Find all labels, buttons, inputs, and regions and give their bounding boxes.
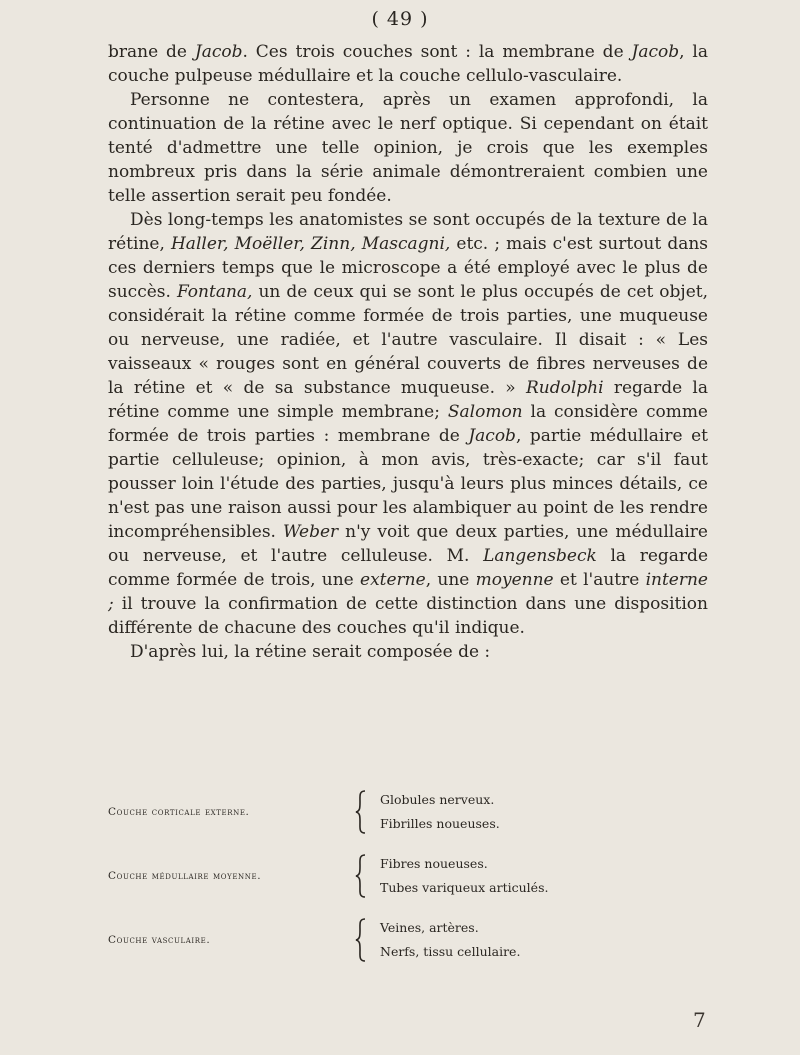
paragraph <box>108 88 708 208</box>
text-run: regarde la rétine comme une simple membrane; <box>108 378 708 422</box>
layer-label: Couche vasculaire. <box>108 934 211 946</box>
text-run: , la couche pulpeuse médullaire et la couche cellulo-vasculaire. <box>108 42 708 86</box>
body-text <box>108 40 708 664</box>
layer-row <box>108 788 728 852</box>
paragraph <box>108 208 708 640</box>
layer-label: Couche médullaire moyenne. <box>108 870 262 882</box>
italic-name: Jacob <box>194 42 243 62</box>
italic-name: Salomon <box>447 402 523 422</box>
brace-icon <box>354 854 368 898</box>
text-run: Dès long-temps les anatomistes se sont occupés de la texture de la rétine, <box>108 210 708 254</box>
page-number: ( 49 ) <box>371 8 429 30</box>
retina-layers-table <box>108 788 728 980</box>
paragraph <box>108 640 708 664</box>
layer-component: Fibrilles noueuses. <box>380 816 500 831</box>
brace-icon <box>354 790 368 834</box>
italic-name: externe <box>360 570 426 590</box>
layer-label: Couche corticale externe. <box>108 806 250 818</box>
layer-components <box>380 852 548 900</box>
italic-name: interne ; <box>108 570 708 614</box>
italic-name: Rudolphi <box>526 378 604 398</box>
text-run: Personne ne contestera, après un examen approfondi, la continuation de la rétine avec le nerf optique. Si cependant on était tenté d'admettre une telle opinion, je crois que les exemples nombreux pris dans la série animale démontreraient combien une telle assertion serait peu fondée. <box>108 90 708 206</box>
layer-component: Tubes variqueux articulés. <box>380 880 549 895</box>
italic-name: Jacob <box>631 42 680 62</box>
italic-name: Jacob <box>468 426 516 446</box>
text-run: la regarde comme formée de trois, une <box>108 546 709 590</box>
layer-row <box>108 852 728 916</box>
italic-name: moyenne <box>475 570 554 590</box>
text-run: brane de <box>108 42 195 62</box>
layer-component: Globules nerveux. <box>380 792 495 807</box>
layer-component: Nerfs, tissu cellulaire. <box>380 944 521 959</box>
layer-component: Veines, artères. <box>380 920 479 935</box>
text-run: , une <box>425 570 476 590</box>
brace-icon <box>354 918 368 962</box>
text-run: , partie médullaire et partie celluleuse; opinion, à mon avis, très-exacte; car s'il faut pousser loin l'étude des parties, jusqu'à leurs plus minces détails, ce n'est pas une raison aussi pour les alambiquer au point de les rendre incompréhensibles. <box>108 426 708 542</box>
signature-mark: 7 <box>693 1008 706 1032</box>
italic-name: Weber <box>282 522 339 542</box>
layer-component: Fibres noueuses. <box>380 856 488 871</box>
text-run: il trouve la confirmation de cette distinction dans une disposition différente de chacune des couches qu'il indique. <box>108 594 708 638</box>
text-run: un de ceux qui se sont le plus occupés de cet objet, considérait la rétine comme formée de trois parties, une muqueuse ou nerveuse, une radiée, et l'autre vasculaire. Il disait : « Les vaisseaux « rouges sont en général couverts de fibres nerveuses de la rétine et « de sa substance muqueuse. » <box>108 282 708 398</box>
italic-name: Langensbeck <box>483 546 597 566</box>
text-run: D'après lui, la rétine serait composée de : <box>130 642 491 662</box>
text-run: la considère comme formée de trois parties : membrane de <box>108 402 708 446</box>
paragraph <box>108 40 708 88</box>
text-run: n'y voit que deux parties, une médullaire ou nerveuse, et l'autre celluleuse. M. <box>108 522 708 566</box>
text-run: . Ces trois couches sont : la membrane de <box>242 42 632 62</box>
layer-components <box>380 788 500 836</box>
layer-row <box>108 916 728 980</box>
italic-name: Fontana, <box>176 282 253 302</box>
layer-components <box>380 916 520 964</box>
italic-name: Haller, Moëller, Zinn, Mascagni, <box>170 234 451 254</box>
text-run: etc. ; mais c'est surtout dans ces derniers temps que le microscope a été employé avec le plus de succès. <box>108 234 709 302</box>
text-run: et l'autre <box>553 570 646 590</box>
